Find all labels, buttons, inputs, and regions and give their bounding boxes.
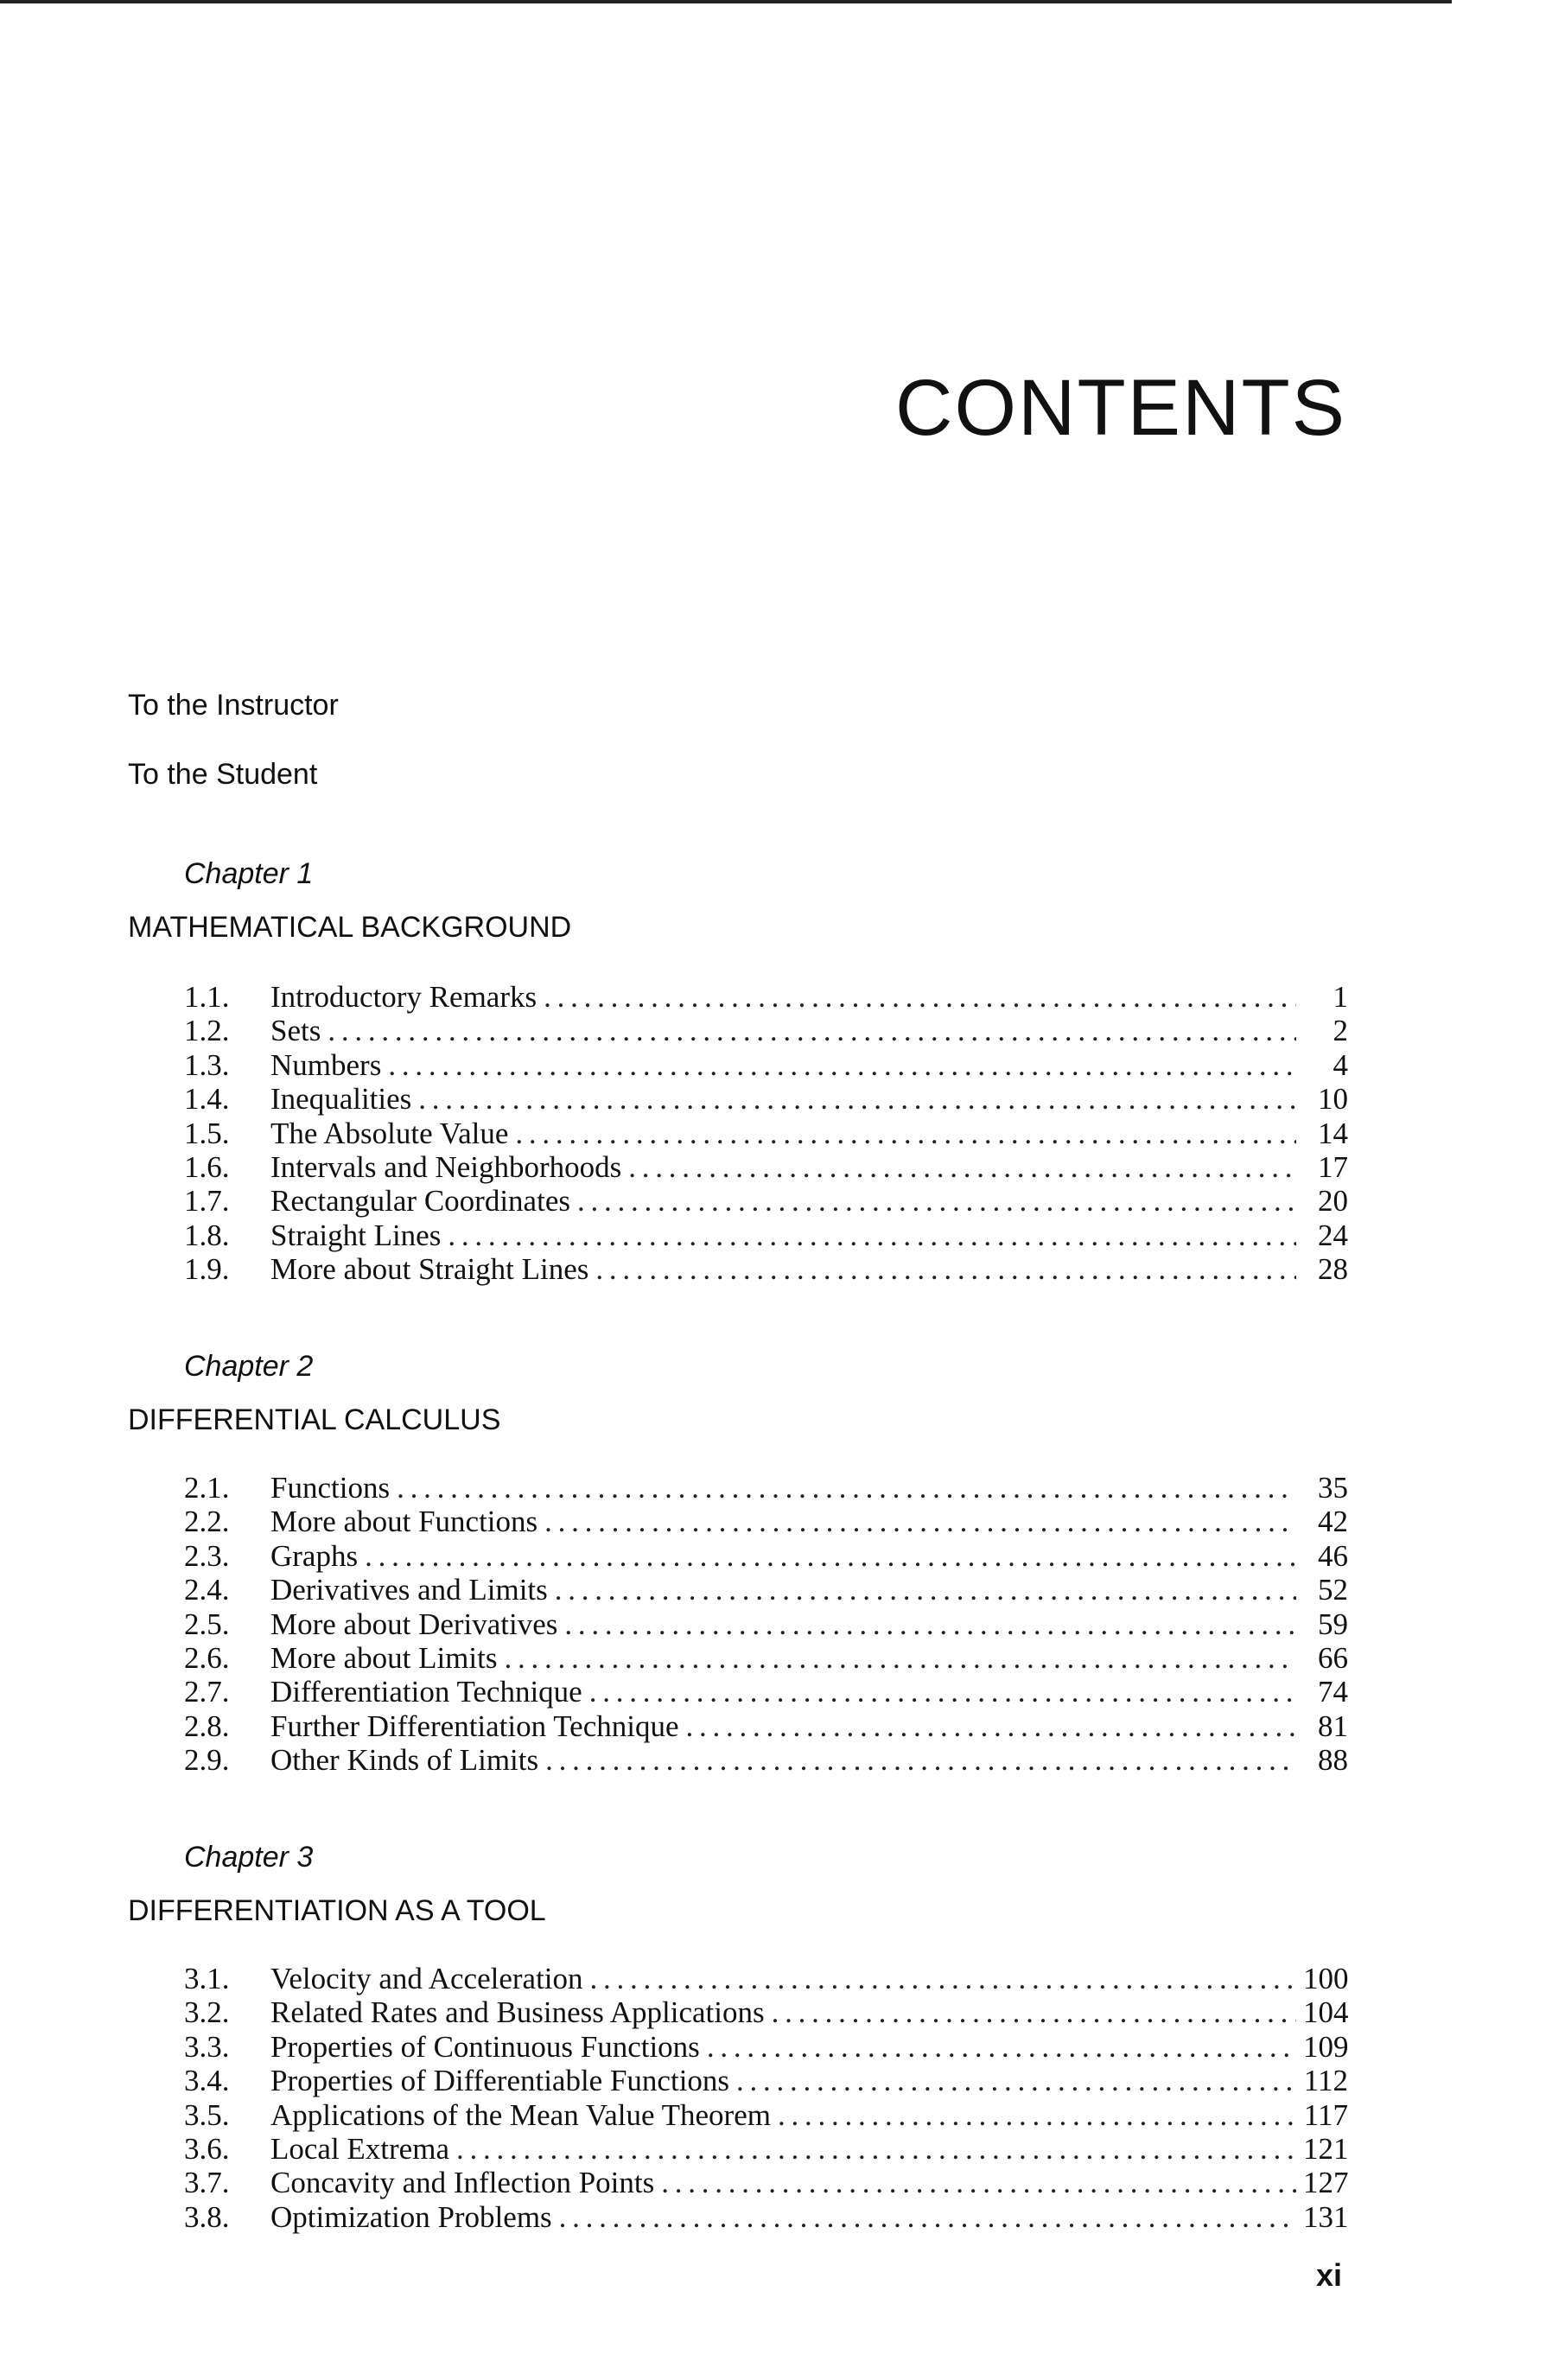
section-number: 3.2. [184, 1995, 230, 2030]
toc-entry[interactable] [184, 2098, 1348, 2132]
dot-leader [456, 2132, 1296, 2167]
toc-entry[interactable] [184, 1607, 1348, 1641]
section-title: Straight Lines [270, 1218, 442, 1252]
dot-leader [590, 1962, 1296, 1996]
dot-leader [544, 980, 1296, 1015]
toc-entry[interactable] [184, 1675, 1348, 1709]
dot-leader [595, 1252, 1296, 1287]
page-number: 17 [1318, 1149, 1348, 1184]
page-title: CONTENTS [895, 364, 1346, 452]
section-title: Rectangular Coordinates [270, 1184, 570, 1219]
section-title: Functions [270, 1471, 391, 1505]
page-number: 81 [1318, 1709, 1348, 1743]
dot-leader [736, 2064, 1296, 2098]
dot-leader [628, 1150, 1296, 1185]
section-number: 1.8. [184, 1218, 230, 1252]
section-title: Differentiation Technique [270, 1675, 582, 1709]
page-number: 28 [1318, 1252, 1348, 1287]
toc-entry[interactable] [184, 1117, 1348, 1150]
section-number: 2.1. [184, 1471, 230, 1505]
section-number: 3.4. [184, 2064, 230, 2098]
section-number: 1.2. [184, 1014, 230, 1048]
section-number: 3.7. [184, 2166, 230, 2200]
section-title: Further Differentiation Technique [270, 1709, 679, 1743]
chapter-3-title: DIFFERENTIATION AS A TOOL [128, 1894, 546, 1927]
section-title: Intervals and Neighborhoods [270, 1149, 622, 1184]
toc-entry[interactable] [184, 1505, 1348, 1538]
page-number: 74 [1318, 1675, 1348, 1709]
toc-entry[interactable] [184, 1252, 1348, 1286]
toc-entry[interactable] [184, 2064, 1348, 2097]
section-title: Numbers [270, 1047, 382, 1082]
page-number: 100 [1303, 1962, 1349, 1995]
section-number: 2.7. [184, 1675, 230, 1709]
toc-entry[interactable] [184, 2132, 1348, 2166]
dot-leader [504, 1641, 1296, 1676]
section-title: More about Straight Lines [270, 1252, 589, 1287]
chapter-1-label: Chapter 1 [184, 857, 314, 890]
section-number: 3.8. [184, 2199, 230, 2234]
toc-entry[interactable] [184, 1709, 1348, 1743]
section-title: More about Derivatives [270, 1607, 558, 1641]
toc-entry[interactable] [184, 1014, 1348, 1047]
toc-entry[interactable] [184, 2200, 1348, 2234]
section-number: 1.1. [184, 980, 230, 1014]
section-number: 2.8. [184, 1709, 230, 1743]
page-number: 104 [1303, 1995, 1349, 2030]
toc-entry[interactable] [184, 1471, 1348, 1505]
section-title: Concavity and Inflection Points [270, 2166, 655, 2200]
page-number: 10 [1318, 1082, 1348, 1117]
dot-leader [328, 1014, 1296, 1048]
page-number: 117 [1303, 2097, 1348, 2132]
section-title: Introductory Remarks [270, 980, 537, 1014]
page-number: 24 [1318, 1218, 1348, 1252]
section-title: Optimization Problems [270, 2199, 552, 2234]
page-number: 112 [1303, 2064, 1348, 2098]
section-number: 2.6. [184, 1640, 230, 1675]
section-number: 3.5. [184, 2097, 230, 2132]
section-title: Sets [270, 1014, 321, 1048]
dot-leader [772, 1995, 1296, 2030]
dot-leader [707, 2030, 1296, 2065]
page-number: 109 [1303, 2029, 1349, 2064]
section-number: 3.1. [184, 1962, 230, 1995]
toc-entry[interactable] [184, 2030, 1348, 2064]
section-title: Graphs [270, 1538, 359, 1573]
page-number: 1 [1333, 980, 1348, 1014]
section-number: 1.4. [184, 1082, 230, 1117]
page-number: 20 [1318, 1184, 1348, 1219]
dot-leader [778, 2098, 1296, 2133]
section-number: 2.2. [184, 1505, 230, 1539]
dot-leader [545, 1743, 1296, 1778]
toc-entry[interactable] [184, 1184, 1348, 1218]
page-number: 59 [1318, 1607, 1348, 1641]
chapter-3-sections [184, 1962, 1348, 2234]
section-number: 2.9. [184, 1743, 230, 1778]
top-rule [0, 0, 1452, 3]
dot-leader [365, 1539, 1296, 1574]
folio-page-number: xi [1316, 2257, 1343, 2293]
toc-entry[interactable] [184, 1743, 1348, 1777]
chapter-1-title: MATHEMATICAL BACKGROUND [128, 911, 572, 944]
page-number: 52 [1318, 1573, 1348, 1607]
dot-leader [559, 2200, 1296, 2235]
dot-leader [418, 1082, 1296, 1117]
section-number: 2.5. [184, 1607, 230, 1641]
dot-leader [564, 1607, 1296, 1642]
dot-leader [686, 1709, 1297, 1744]
section-title: Local Extrema [270, 2131, 449, 2166]
page-number: 35 [1318, 1471, 1348, 1505]
front-matter-student[interactable]: To the Student [128, 758, 318, 791]
section-title: Other Kinds of Limits [270, 1743, 539, 1778]
toc-entry[interactable] [184, 1048, 1348, 1082]
chapter-2-title: DIFFERENTIAL CALCULUS [128, 1403, 501, 1436]
dot-leader [577, 1184, 1296, 1219]
dot-leader [544, 1505, 1296, 1539]
toc-entry[interactable] [184, 1539, 1348, 1573]
section-title: Related Rates and Business Applications [270, 1995, 765, 2030]
dot-leader [448, 1219, 1296, 1253]
section-number: 1.9. [184, 1252, 230, 1287]
page-number: 131 [1303, 2199, 1349, 2234]
section-title: Velocity and Acceleration [270, 1962, 583, 1995]
page-number: 4 [1333, 1047, 1348, 1082]
section-number: 2.4. [184, 1573, 230, 1607]
dot-leader [397, 1471, 1296, 1505]
toc-entry[interactable] [184, 2166, 1348, 2199]
page-number: 88 [1318, 1743, 1348, 1778]
toc-entry[interactable] [184, 1219, 1348, 1252]
page-number: 121 [1303, 2131, 1349, 2166]
chapter-1-sections [184, 980, 1348, 1287]
dot-leader [388, 1048, 1296, 1083]
section-number: 1.6. [184, 1149, 230, 1184]
toc-entry[interactable] [184, 980, 1348, 1014]
page-number: 14 [1318, 1116, 1348, 1150]
toc-entry[interactable] [184, 1150, 1348, 1184]
dot-leader [515, 1117, 1296, 1151]
front-matter-instructor[interactable]: To the Instructor [128, 689, 339, 722]
section-title: More about Limits [270, 1640, 498, 1675]
section-title: More about Functions [270, 1505, 538, 1539]
dot-leader [555, 1573, 1296, 1607]
page-number: 66 [1318, 1640, 1348, 1675]
section-title: Properties of Continuous Functions [270, 2029, 700, 2064]
section-title: Properties of Differentiable Functions [270, 2064, 730, 2098]
section-number: 1.7. [184, 1184, 230, 1219]
section-title: Inequalities [270, 1082, 412, 1117]
chapter-2-label: Chapter 2 [184, 1350, 314, 1383]
chapter-3-label: Chapter 3 [184, 1841, 314, 1874]
page-number: 46 [1318, 1538, 1348, 1573]
section-number: 3.3. [184, 2029, 230, 2064]
toc-entry[interactable] [184, 1573, 1348, 1607]
dot-leader [589, 1675, 1296, 1709]
dot-leader [661, 2166, 1296, 2200]
section-title: Derivatives and Limits [270, 1573, 548, 1607]
toc-entry[interactable] [184, 1082, 1348, 1116]
toc-entry[interactable] [184, 1995, 1348, 2029]
page-number: 42 [1318, 1505, 1348, 1539]
page-number: 127 [1303, 2166, 1349, 2200]
section-title: Applications of the Mean Value Theorem [270, 2097, 771, 2132]
section-number: 3.6. [184, 2131, 230, 2166]
section-title: The Absolute Value [270, 1116, 509, 1150]
section-number: 1.5. [184, 1116, 230, 1150]
toc-entry[interactable] [184, 1962, 1348, 1995]
toc-entry[interactable] [184, 1641, 1348, 1675]
chapter-2-sections [184, 1471, 1348, 1778]
section-number: 1.3. [184, 1047, 230, 1082]
section-number: 2.3. [184, 1538, 230, 1573]
page-number: 2 [1333, 1014, 1348, 1048]
